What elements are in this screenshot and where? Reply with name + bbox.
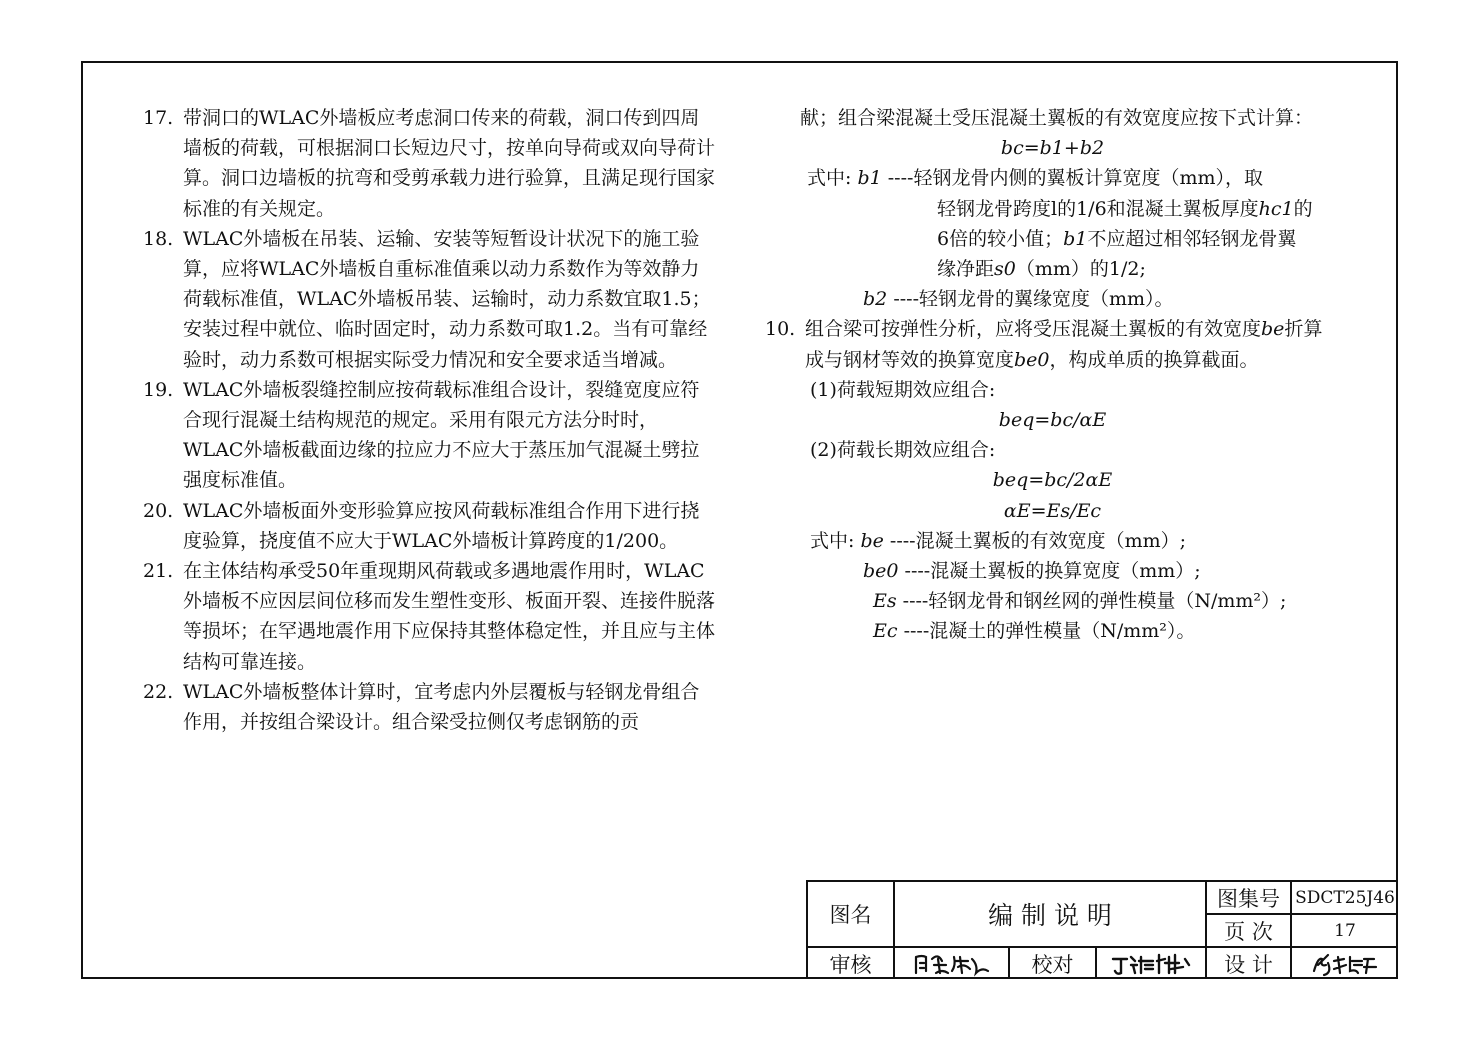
clause-number: 20.	[143, 499, 174, 522]
definition-be0	[765, 556, 1340, 586]
atlas-number-label: 图集号	[1205, 880, 1290, 913]
symbol-b2: b2	[863, 288, 888, 311]
be-definition: ----混凝土翼板的有效宽度（mm）;	[889, 529, 1187, 552]
clause-10	[765, 314, 1340, 374]
symbol-b1: b1	[1063, 227, 1088, 250]
clause-20	[143, 496, 715, 556]
drawing-name-label: 图名	[806, 880, 893, 946]
b1-definition: ----轻钢龙骨内侧的翼板计算宽度（mm），取	[887, 167, 1263, 190]
definition-b1-line3	[765, 224, 1340, 254]
symbol-b1: b1	[857, 167, 882, 190]
left-column	[143, 103, 715, 737]
design-signature	[1290, 946, 1398, 979]
where-label: 式中:	[807, 167, 852, 190]
check-signature	[1095, 946, 1205, 979]
b1-line4-end: （mm）的1/2;	[1015, 258, 1146, 281]
check-label: 校对	[1008, 946, 1095, 979]
symbol-es: Es	[873, 590, 897, 613]
where-label: 式中:	[810, 529, 855, 552]
symbol-be: be	[1261, 318, 1285, 341]
definition-b1-line4	[765, 254, 1340, 284]
b1-line4-text: 缘净距	[937, 258, 995, 281]
clause-10-text-c: ，构成单质的换算截面。	[1049, 348, 1259, 371]
definition-b1	[765, 163, 1340, 193]
symbol-hc1: hc1	[1258, 197, 1294, 220]
ec-definition: ----混凝土的弹性模量（N/mm²）。	[903, 620, 1196, 643]
definition-es	[765, 586, 1340, 616]
b1-line2-end: 的	[1293, 197, 1313, 220]
right-column	[765, 103, 1340, 647]
b2-definition: ----轻钢龙骨的翼缘宽度（mm）。	[893, 288, 1174, 311]
definition-be	[765, 526, 1340, 556]
equation-alpha: αE=Es/Ec	[1003, 499, 1102, 522]
signature-review-icon	[912, 951, 992, 977]
atlas-number: SDCT25J46	[1290, 880, 1398, 913]
clause-number: 17.	[143, 107, 174, 129]
clause-number: 19.	[143, 378, 174, 401]
review-signature	[893, 946, 1008, 979]
review-label: 审核	[806, 946, 893, 979]
clause-number: 22.	[143, 680, 174, 703]
be0-definition: ----混凝土翼板的换算宽度（mm）;	[904, 560, 1201, 583]
definition-ec	[765, 616, 1340, 646]
b1-line3-text: 6倍的较小值；	[937, 227, 1064, 250]
symbol-s0: s0	[994, 258, 1016, 281]
clause-10-text-a: 组合梁可按弹性分析，应将受压混凝土翼板的有效宽度	[805, 318, 1262, 341]
title-block	[806, 880, 1398, 979]
clause-text	[805, 314, 1340, 374]
signature-design-icon	[1310, 951, 1380, 977]
drawing-title: 编 制 说 明	[893, 880, 1205, 946]
definition-b2	[765, 284, 1340, 314]
es-definition: ----轻钢龙骨和钢丝网的弹性模量（N/mm²）;	[902, 590, 1287, 613]
symbol-be0: be0	[1014, 348, 1050, 371]
clause-text: WLAC外墙板裂缝控制应按荷载标准组合设计，裂缝宽度应符合现行混凝土结构规范的规定。采用有限元方法分时时，WLAC外墙板截面边缘的拉应力不应大于蒸压加气混凝土劈拉强度标准值。	[183, 378, 700, 492]
equation-beq-long: beq=bc/2αE	[992, 469, 1113, 492]
definition-b1-line2	[765, 194, 1340, 224]
equation-bc: bc=b1+b2	[1000, 137, 1105, 160]
signature-check-icon	[1109, 951, 1193, 977]
clause-text: WLAC外墙板整体计算时，宜考虑内外层覆板与轻钢龙骨组合作用，并按组合梁设计。组合梁受拉侧仅考虑钢筋的贡	[183, 680, 700, 734]
equation-beq-short: beq=bc/αE	[998, 409, 1107, 432]
clause-text: WLAC外墙板面外变形验算应按风荷载标准组合作用下进行挠度验算，挠度值不应大于WLAC外墙板计算跨度的1/200。	[183, 499, 700, 552]
clause-18	[143, 224, 715, 375]
b1-line2-text: 轻钢龙骨跨度l的1/6和混凝土翼板厚度	[937, 197, 1259, 220]
clause-17	[143, 103, 715, 224]
clause-19	[143, 375, 715, 496]
clause-number: 21.	[143, 560, 174, 583]
clause-text: 带洞口的WLAC外墙板应考虑洞口传来的荷载，洞口传到四周墙板的荷载，可根据洞口长短边尺寸，按单向导荷或双向导荷计算。洞口边墙板的抗弯和受剪承载力进行验算，且满足现行国家标准的有关规定。	[183, 107, 716, 220]
case-short-term: (1)荷载短期效应组合:	[810, 378, 996, 401]
clause-22	[143, 677, 715, 737]
clause-number: 10.	[765, 318, 796, 341]
symbol-be0: be0	[863, 560, 899, 583]
clause-text: WLAC外墙板在吊装、运输、安装等短暂设计状况下的施工验算，应将WLAC外墙板自重标准值乘以动力系数作为等效静力荷载标准值，WLAC外墙板吊装、运输时，动力系数宜取1.5；安装过程中就位、临时固定时，动力系数可取1.2。当有可靠经验时，动力系数可根据实际受力情况和安全要求适当增减。	[183, 227, 711, 371]
clause-21	[143, 556, 715, 677]
clause-number: 18.	[143, 227, 174, 250]
clause-22-continued: 献；组合梁混凝土受压混凝土翼板的有效宽度应按下式计算：	[800, 107, 1314, 129]
design-label: 设 计	[1205, 946, 1290, 979]
b1-line3-end: 不应超过相邻轻钢龙骨翼	[1087, 227, 1297, 250]
clause-10-text-b: 折算成与钢材等效的换算宽度	[805, 318, 1323, 371]
symbol-ec: Ec	[873, 620, 898, 643]
symbol-be: be	[860, 529, 884, 552]
page-number: 17	[1290, 913, 1398, 946]
page-label: 页 次	[1205, 913, 1290, 946]
clause-text: 在主体结构承受50年重现期风荷载或多遇地震作用时，WLAC外墙板不应因层间位移而发生塑性变形、板面开裂、连接件脱落等损坏；在罕遇地震作用下应保持其整体稳定性，并且应与主体结构可靠连接。	[183, 560, 716, 673]
case-long-term: (2)荷载长期效应组合:	[810, 439, 996, 462]
